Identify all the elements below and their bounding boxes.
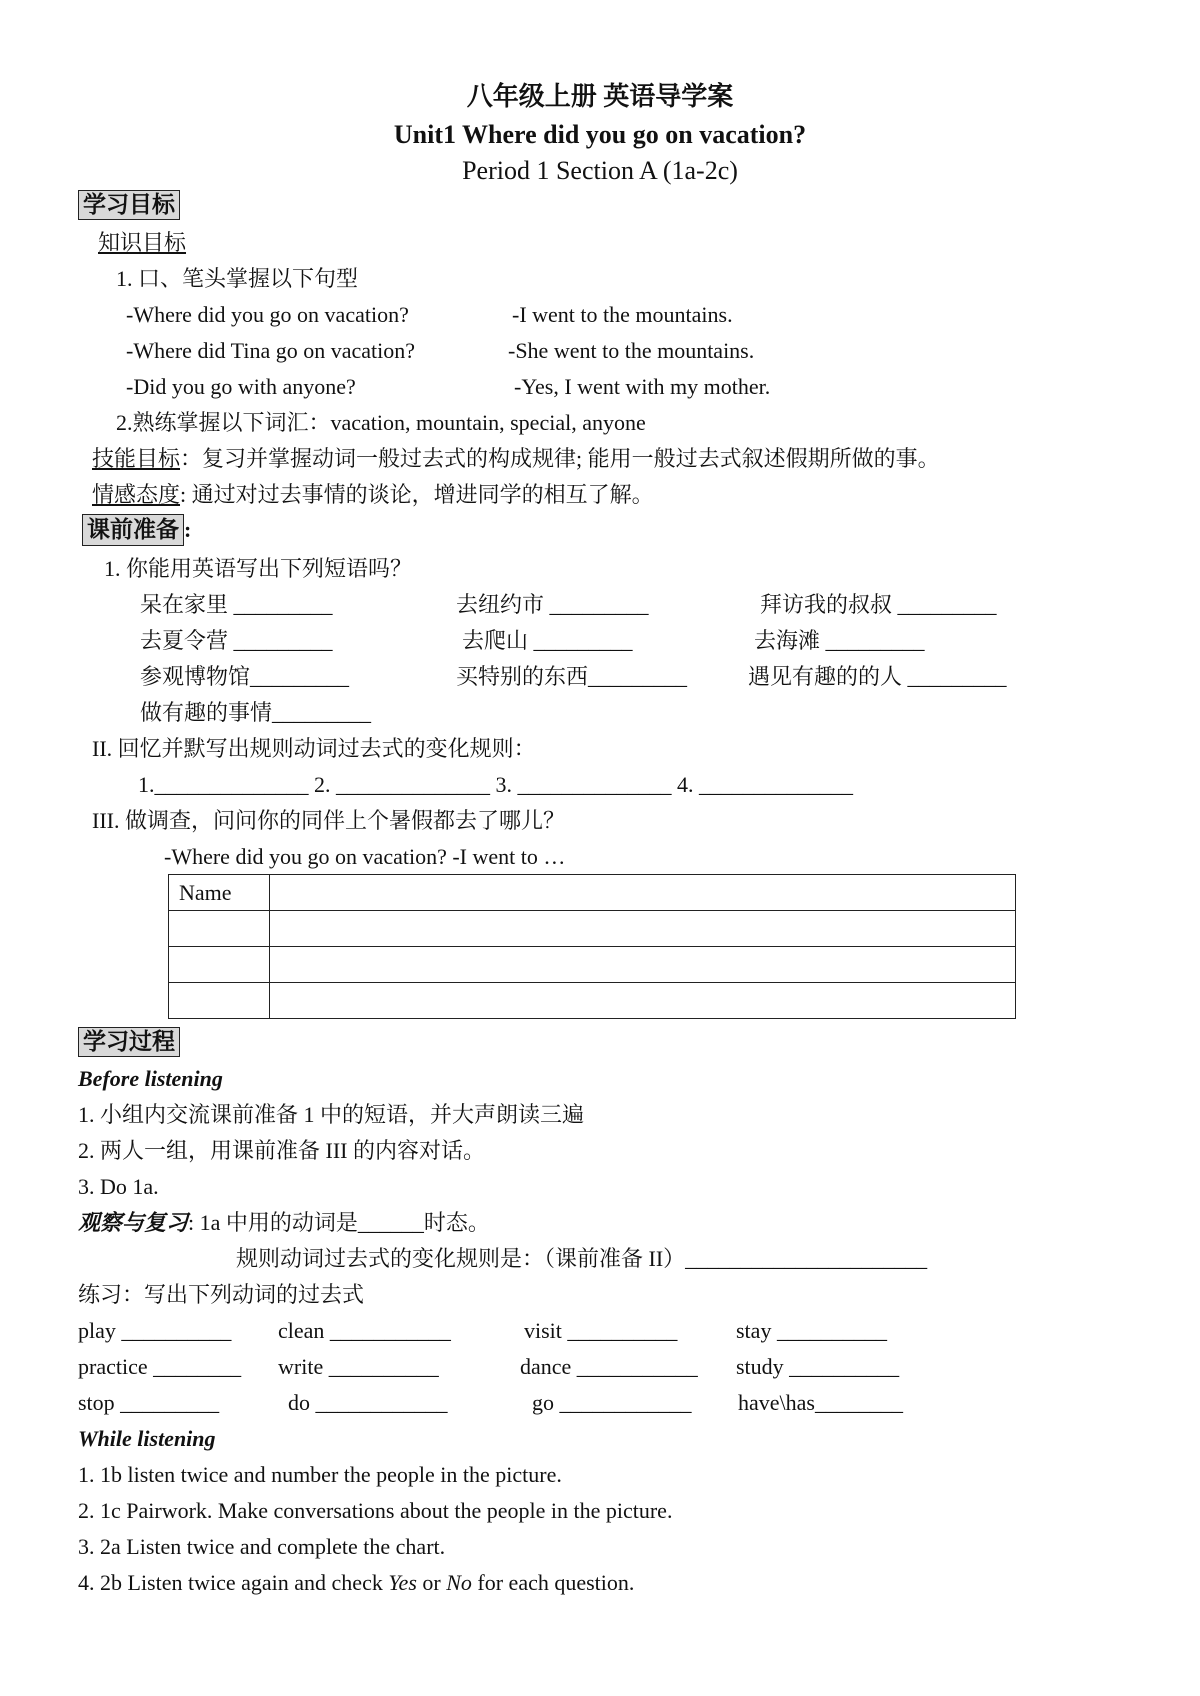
while-item: 2. 1c Pairwork. Make conversations about the people in the picture.: [78, 1498, 673, 1523]
verb-blank: visit __________: [524, 1318, 678, 1343]
name-header: Name: [169, 875, 270, 911]
before-item: 2. 两人一组，用课前准备 III 的内容对话。: [78, 1138, 485, 1163]
table-row: [169, 911, 1016, 947]
period-subtitle: Period 1 Section A (1a-2c): [462, 156, 738, 185]
observe-line-1: : 1a 中用的动词是______时态。: [188, 1210, 490, 1235]
process-heading: 学习过程: [78, 1027, 180, 1057]
phrase: 做有趣的事情_________: [140, 700, 372, 725]
verb-blank: have\has________: [738, 1390, 903, 1415]
practice-title: 练习：写出下列动词的过去式: [78, 1282, 365, 1307]
while-item: 1. 1b listen twice and number the people in the picture.: [78, 1462, 562, 1487]
prep-question-2: II. 回忆并默写出规则动词过去式的变化规则：: [92, 736, 536, 761]
goal-item-1: 1. 口、笔头掌握以下句型: [116, 266, 359, 291]
verb-blank: play __________: [78, 1318, 232, 1343]
table-row: [169, 875, 1016, 911]
verb-blank: write __________: [278, 1354, 439, 1379]
sentence-q-2: -Where did Tina go on vacation?: [126, 338, 415, 363]
attitude-goal: [92, 484, 654, 506]
verb-blank: clean ___________: [278, 1318, 451, 1343]
phrase: 去纽约市 _________: [456, 592, 649, 617]
attitude-goal-text: : 通过对过去事情的谈论，增进同学的相互了解。: [180, 482, 654, 507]
phrase: 参观博物馆_________: [140, 664, 350, 689]
verb-blank: do ____________: [288, 1390, 448, 1415]
skill-goal-label: 技能目标: [92, 446, 181, 471]
phrase: 去爬山 _________: [462, 628, 633, 653]
observe-row: [78, 1212, 490, 1234]
goal-item-2: 2.熟练掌握以下词汇：vacation, mountain, special, anyone: [116, 410, 646, 435]
phrase: 去夏令营 _________: [140, 628, 333, 653]
prep-question-1: 1. 你能用英语写出下列短语吗？: [104, 556, 413, 581]
rules-blanks: 1.______________ 2. ______________ 3. ______________ 4. ______________: [138, 772, 853, 797]
sentence-q-3: -Did you go with anyone?: [126, 374, 356, 399]
table-cell: [169, 983, 270, 1019]
sentence-q-1: -Where did you go on vacation?: [126, 302, 409, 327]
item4-suffix: for each question.: [471, 1570, 635, 1595]
goals-heading: 学习目标: [78, 190, 180, 220]
skill-goal-text: ：复习并掌握动词一般过去式的构成规律; 能用一般过去式叙述假期所做的事。: [180, 446, 940, 471]
table-cell: [270, 911, 1016, 947]
attitude-goal-label: 情感态度: [92, 482, 181, 507]
while-listening-label: While listening: [78, 1426, 216, 1451]
observe-line-2: 规则动词过去式的变化规则是：（课前准备 II）______________________: [236, 1246, 928, 1271]
item4-no: No: [446, 1570, 472, 1595]
phrase: 呆在家里 _________: [140, 592, 333, 617]
table-cell: [270, 983, 1016, 1019]
phrase: 拜访我的叔叔 _________: [760, 592, 997, 617]
sentence-a-2: -She went to the mountains.: [508, 338, 755, 363]
before-item: 1. 小组内交流课前准备 1 中的短语，并大声朗读三遍: [78, 1102, 585, 1127]
phrase: 遇见有趣的的人 _________: [748, 664, 1007, 689]
verb-blank: dance ___________: [520, 1354, 698, 1379]
knowledge-goal-label: 知识目标: [98, 230, 187, 255]
item4-yes: Yes: [388, 1570, 417, 1595]
prep-heading: 课前准备: [82, 514, 184, 546]
while-item-4: [78, 1572, 634, 1594]
phrase: 买特别的东西_________: [456, 664, 688, 689]
survey-dialog: -Where did you go on vacation? -I went to …: [164, 844, 566, 869]
observe-label: 观察与复习: [78, 1210, 189, 1235]
verb-blank: stop _________: [78, 1390, 220, 1415]
prep-heading-row: [82, 518, 191, 541]
item4-prefix: 4. 2b Listen twice again and check: [78, 1570, 389, 1595]
unit-title: Unit1 Where did you go on vacation?: [393, 120, 807, 149]
item4-or: or: [416, 1570, 447, 1595]
prep-question-3: III. 做调查，问问你的同伴上个暑假都去了哪儿？: [92, 808, 565, 833]
table-cell: [169, 947, 270, 983]
verb-blank: stay __________: [736, 1318, 887, 1343]
sentence-a-1: -I went to the mountains.: [512, 302, 733, 327]
table-row: [169, 983, 1016, 1019]
table-cell: [169, 911, 270, 947]
table-cell: [270, 947, 1016, 983]
while-item: 3. 2a Listen twice and complete the chart.: [78, 1534, 446, 1559]
before-item: 3. Do 1a.: [78, 1174, 159, 1199]
table-cell: [270, 875, 1016, 911]
verb-blank: practice ________: [78, 1354, 242, 1379]
survey-table: [168, 874, 1016, 1019]
verb-blank: go ____________: [532, 1390, 692, 1415]
before-listening-label: Before listening: [78, 1066, 223, 1091]
skill-goal: [92, 448, 940, 470]
table-row: [169, 947, 1016, 983]
verb-blank: study __________: [736, 1354, 900, 1379]
page-title: 八年级上册 英语导学案: [466, 82, 734, 111]
prep-heading-colon: :: [184, 517, 192, 542]
phrase: 去海滩 _________: [754, 628, 925, 653]
sentence-a-3: -Yes, I went with my mother.: [514, 374, 771, 399]
